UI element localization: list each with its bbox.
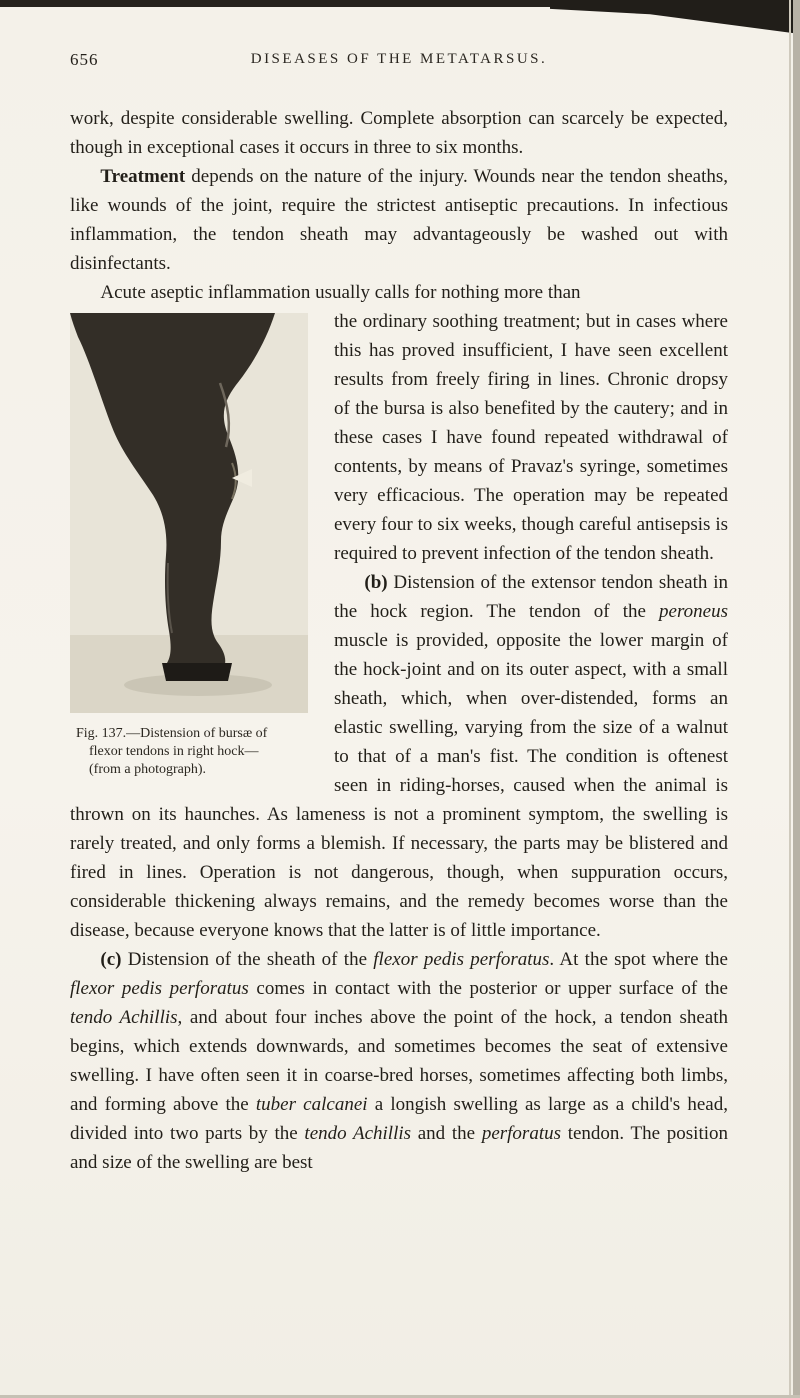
paragraph-continuation: work, despite considerable swelling. Complete absorption can scarcely be expected, though in exceptional cases it occurs in three to six months.	[70, 108, 728, 158]
page-header	[70, 48, 728, 72]
running-head-title: DISEASES OF THE METATARSUS.	[250, 51, 548, 67]
figure-137	[70, 313, 308, 779]
horse-leg-photograph	[70, 313, 308, 713]
page-number: 656	[70, 50, 99, 69]
body-text	[70, 104, 728, 1177]
paragraph-flexor-distension: (c) Distension of the sheath of the flexor pedis perforatus. At the spot where the flexor pedis perforatus comes in contact with the posterior or upper surface of the tendo Achillis, and about four inches above the point of the hock, a tendon sheath begins, which extends downwards, and sometimes becomes the seat of extensive swelling. I have often seen it in coarse-bred horses, sometimes affecting both limbs, and forming above the tuber calcanei a longish swelling as large as a child's head, divided into two parts by the tendo Achillis and the perforatus tendon. The position and size of the swelling are best	[70, 949, 728, 1173]
paragraph-extensor-distension: (b) Distension of the extensor tendon sheath in the hock region. The tendon of the peroneus muscle is provided, opposite the lower margin of the hock-joint and on its outer aspect, with a small sheath, which, when over-distended, forms an elastic swelling, varying from the size of a walnut to that of a man's fist. The condition is oftenest seen in riding-horses, caused when the animal is thrown on its haunches. As lameness is not a prominent symptom, the swelling is rarely treated, and only forms a blemish. If necessary, the parts may be blistered and fired in lines. Operation is not dangerous, though, when suppuration occurs, considerable thickening always remains, and the remedy becomes worse than the disease, because everyone knows that the latter is of little importance.	[70, 572, 728, 941]
paragraph-treatment	[70, 162, 728, 278]
page-edge-right-line	[789, 0, 791, 1398]
acute-first-line: Acute aseptic inflammation usually calls for nothing more than	[100, 282, 581, 303]
page-edge-right	[793, 0, 800, 1398]
acute-rest-text: the ordinary soothing treatment; but in cases where this has proved insufficient, I have seen excellent results from freely firing in lines. Chronic dropsy of the bursa is also benefited by the cautery; and in these cases I have found repeated withdrawal of contents, by means of Pravaz's syringe, sometimes very efficacious. The operation may be repeated every four to six weeks, though careful antisepsis is required to prevent infection of the tendon sheath.	[334, 311, 728, 564]
page-edge-top-right-corner	[550, 0, 800, 34]
treatment-text: depends on the nature of the injury. Wounds near the tendon sheaths, like wounds of the joint, require the strictest antiseptic precautions. In infectious inflammation, the tendon sheath may advantageously be washed out with disinfectants.	[70, 166, 728, 274]
hoof	[162, 663, 232, 681]
treatment-lead-word: Treatment	[100, 166, 186, 187]
figure-137-caption: Fig. 137.—Distension of bursæ of flexor tendons in right hock—(from a photograph).	[76, 726, 268, 777]
